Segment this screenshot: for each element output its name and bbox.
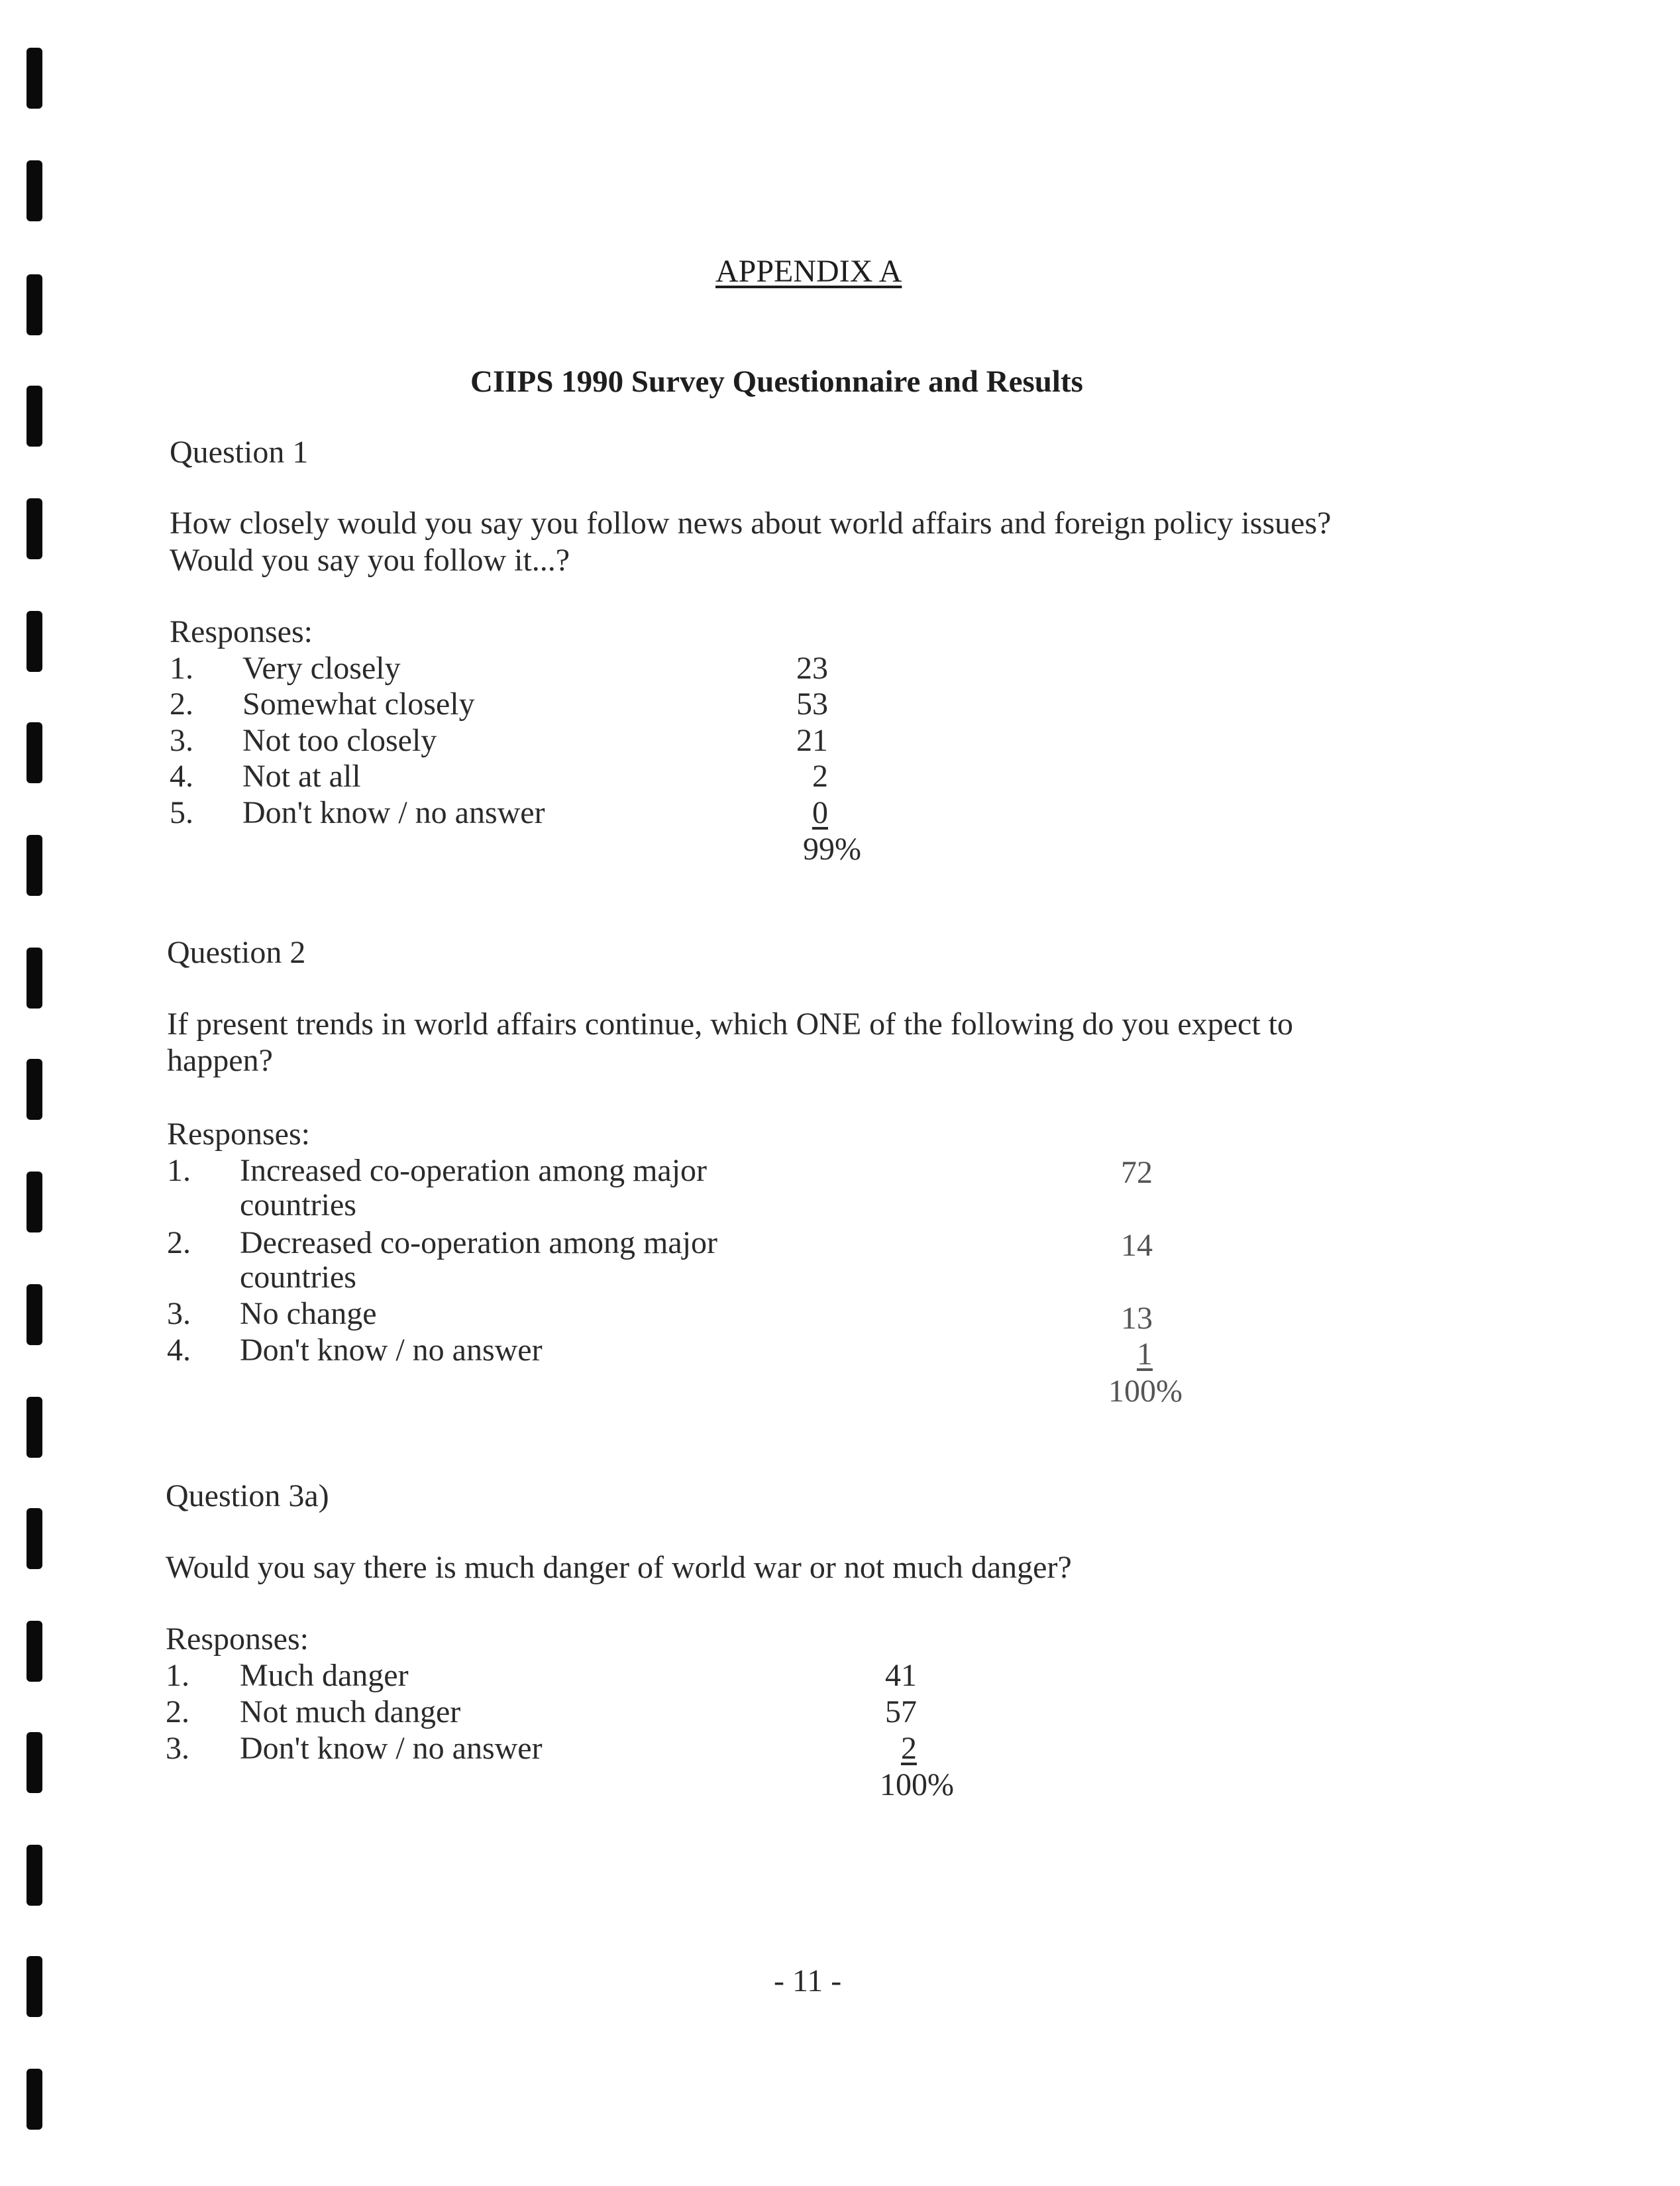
binding-mark xyxy=(26,386,42,447)
response-value xyxy=(1073,1336,1153,1373)
response-number: 4. xyxy=(170,759,193,794)
response-number: 2. xyxy=(167,1225,191,1260)
response-value: 41 xyxy=(885,1658,917,1693)
binding-mark xyxy=(26,1284,42,1345)
question-text-line: If present trends in world affairs continue, which ONE of the following do you expect to xyxy=(167,1007,1294,1042)
binding-mark xyxy=(26,2069,42,2130)
response-value-underlined: 0 xyxy=(812,795,828,830)
response-label: Not too closely xyxy=(242,723,437,758)
response-total: 99% xyxy=(803,832,861,867)
question-label: Question 3a) xyxy=(166,1478,329,1513)
question-label: Question 1 xyxy=(170,435,309,470)
binding-mark xyxy=(26,1172,42,1232)
binding-mark xyxy=(26,274,42,335)
response-value: 14 xyxy=(1121,1228,1153,1263)
responses-label: Responses: xyxy=(167,1117,310,1152)
response-label: Don't know / no answer xyxy=(240,1333,543,1368)
binding-mark xyxy=(26,948,42,1009)
response-value: 23 xyxy=(796,651,828,686)
response-value: 57 xyxy=(885,1694,917,1729)
question-text-line: Would you say there is much danger of world war or not much danger? xyxy=(166,1550,1072,1585)
binding-mark xyxy=(26,1732,42,1793)
response-label: No change xyxy=(240,1296,377,1331)
question-label: Question 2 xyxy=(167,935,306,970)
response-value: 72 xyxy=(1121,1155,1153,1190)
response-value xyxy=(837,1730,917,1767)
response-number: 3. xyxy=(166,1731,189,1766)
response-label: Not at all xyxy=(242,759,361,794)
response-number: 4. xyxy=(167,1333,191,1368)
responses-label: Responses: xyxy=(166,1621,309,1657)
response-number: 1. xyxy=(166,1658,189,1693)
question-text-line: happen? xyxy=(167,1043,273,1078)
binding-mark xyxy=(26,835,42,896)
response-label: Don't know / no answer xyxy=(242,795,545,830)
binding-mark xyxy=(26,1508,42,1569)
binding-mark xyxy=(26,611,42,672)
question-text-line: Would you say you follow it...? xyxy=(170,543,570,578)
response-label: countries xyxy=(240,1260,356,1295)
document-title: CIIPS 1990 Survey Questionnaire and Results xyxy=(470,364,1083,399)
question-text-line: How closely would you say you follow news about world affairs and foreign policy issues? xyxy=(170,506,1332,541)
response-label: Not much danger xyxy=(240,1694,461,1729)
responses-label: Responses: xyxy=(170,614,313,649)
response-total: 100% xyxy=(1108,1374,1182,1409)
response-number: 2. xyxy=(166,1694,189,1729)
binding-mark xyxy=(26,1059,42,1120)
response-label: Very closely xyxy=(242,651,401,686)
response-number: 1. xyxy=(170,651,193,686)
binding-mark xyxy=(26,1621,42,1682)
appendix-title: APPENDIX A xyxy=(715,254,902,289)
response-label: countries xyxy=(240,1187,356,1223)
response-value xyxy=(749,794,828,832)
binding-mark xyxy=(26,1845,42,1906)
response-number: 2. xyxy=(170,686,193,722)
response-label: Decreased co-operation among major xyxy=(240,1225,718,1260)
response-value: 2 xyxy=(812,759,828,794)
response-value-underlined: 2 xyxy=(901,1731,917,1766)
response-label: Increased co-operation among major xyxy=(240,1153,708,1188)
response-number: 3. xyxy=(167,1296,191,1331)
response-number: 1. xyxy=(167,1153,191,1188)
response-total: 100% xyxy=(880,1767,954,1802)
page-number: - 11 - xyxy=(774,1963,842,1998)
binding-mark xyxy=(26,1397,42,1458)
response-value-underlined: 1 xyxy=(1137,1337,1153,1372)
response-number: 3. xyxy=(170,723,193,758)
binding-mark xyxy=(26,722,42,783)
response-label: Much danger xyxy=(240,1658,409,1693)
binding-mark xyxy=(26,1956,42,2017)
response-label: Somewhat closely xyxy=(242,686,475,722)
response-value: 53 xyxy=(796,686,828,722)
binding-mark xyxy=(26,48,42,109)
response-label: Don't know / no answer xyxy=(240,1731,543,1766)
response-value: 13 xyxy=(1121,1301,1153,1336)
response-value: 21 xyxy=(796,723,828,758)
binding-mark xyxy=(26,160,42,221)
binding-mark xyxy=(26,498,42,559)
response-number: 5. xyxy=(170,795,193,830)
